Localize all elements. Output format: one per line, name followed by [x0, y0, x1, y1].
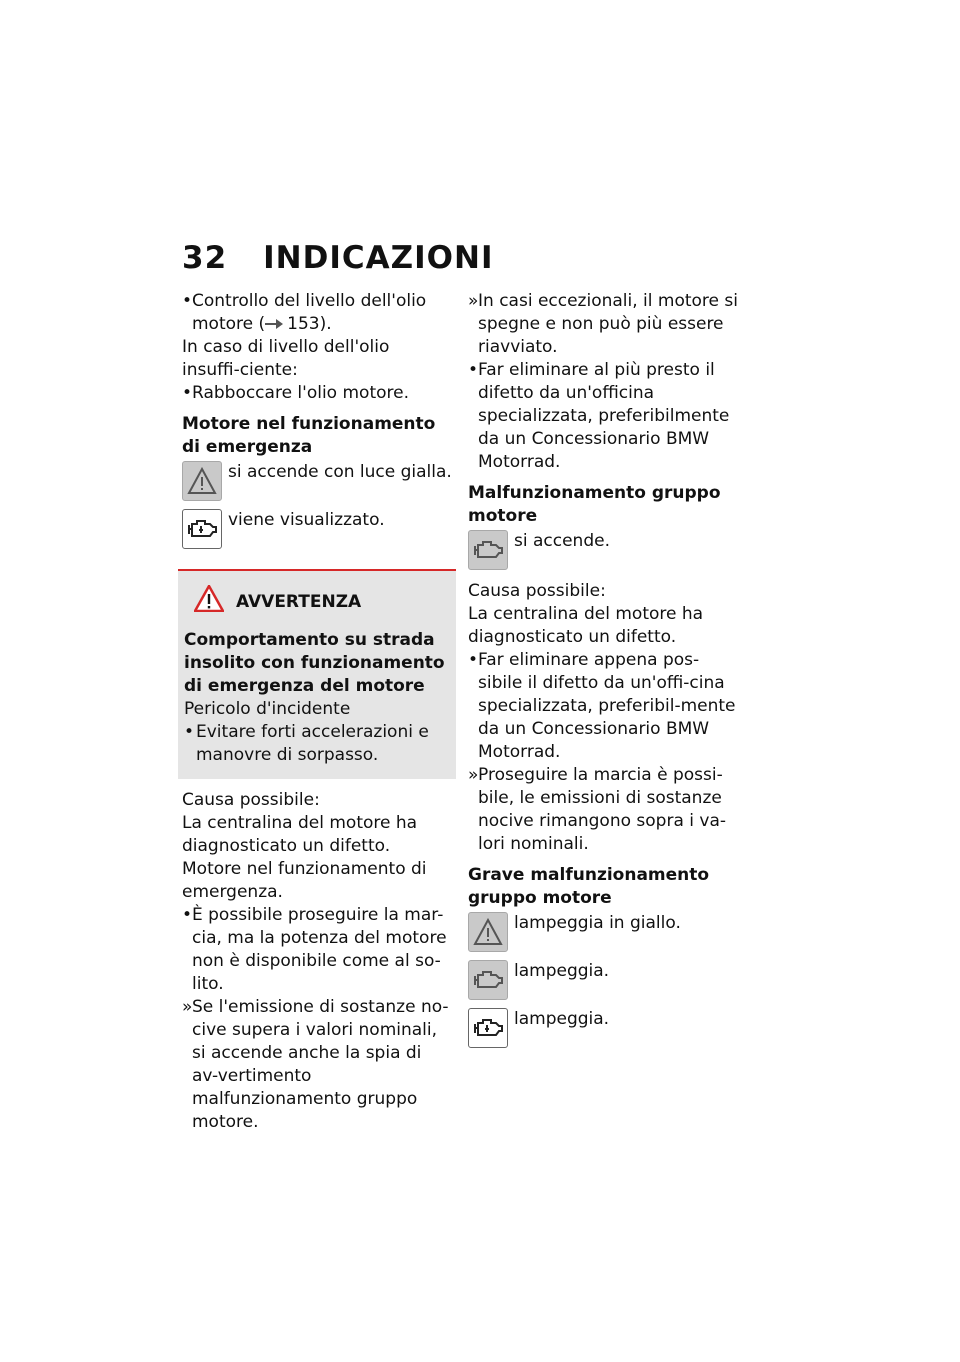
left-column [182, 290, 452, 1134]
engine-icon [468, 1008, 508, 1048]
indicator-row: si accende. [468, 530, 738, 576]
bullet-item: • È possibile proseguire la mar-cia, ma la potenza del motore non è disponibile come al so-lito. [182, 905, 447, 994]
warning-box [178, 569, 456, 779]
cause-label: Causa possibile: [468, 581, 606, 601]
warning-heading: Comportamento su strada insolito con funzionamento di emergenza del motore [184, 630, 445, 696]
result-item: » Proseguire la marcia è possi-bile, le emissioni di sostanze nocive rimangono sopra i va-lori nominali. [468, 765, 727, 854]
bullet-item: • Evitare forti accelerazioni e manovre di sorpasso. [184, 722, 429, 765]
engine-icon [468, 530, 508, 570]
warning-header [184, 585, 448, 619]
section-heading: Malfunzionamento gruppo motore [468, 483, 721, 526]
warning-subtext: Pericolo d'incidente [184, 699, 351, 719]
engine-icon [468, 960, 508, 1000]
cause-text: La centralina del motore ha diagnosticato un difetto. [468, 604, 704, 647]
cause-text: La centralina del motore ha diagnosticato un difetto. Motore nel funzionamento di emergenza. [182, 813, 427, 902]
indicator-row: lampeggia. [468, 1008, 738, 1054]
page-header [182, 240, 493, 276]
indicator-row: viene visualizzato. [182, 509, 452, 555]
page-title: INDICAZIONI [263, 240, 494, 276]
indicator-row: lampeggia. [468, 960, 738, 1006]
bullet-item: • Far eliminare appena pos-sibile il difetto da un'offi-cina specializzata, preferibil-mente da un Concessionario BMW Motorrad. [468, 650, 736, 762]
result-item: » Se l'emissione di sostanze no-cive supera i valori nominali, si accende anche la spia di av-vertimento malfunzionamento gruppo motore. [182, 997, 449, 1132]
bullet-item: • Controllo del livello dell'olio motore ( 153). [182, 291, 427, 334]
body-text: In caso di livello dell'olio insuffi-ciente: [182, 337, 390, 380]
indicator-row: lampeggia in giallo. [468, 912, 738, 958]
result-item: » In casi eccezionali, il motore si spegne e non può più essere riavviato. [468, 291, 738, 357]
warning-triangle-icon [468, 912, 508, 952]
warning-triangle-icon [194, 585, 224, 619]
bullet-item: • Rabboccare l'olio motore. [182, 383, 409, 403]
bullet-item: • Far eliminare al più presto il difetto da un'officina specializzata, preferibilmente da un Concessionario BMW Motorrad. [468, 360, 730, 472]
section-heading: Motore nel funzionamento di emergenza [182, 414, 436, 457]
right-column [468, 290, 738, 1054]
engine-icon [182, 509, 222, 549]
cause-label: Causa possibile: [182, 790, 320, 810]
warning-title: AVVERTENZA [236, 591, 362, 612]
section-heading: Grave malfunzionamento gruppo motore [468, 865, 710, 908]
warning-triangle-icon [182, 461, 222, 501]
page-number: 32 [182, 240, 228, 276]
indicator-row: si accende con luce gialla. [182, 461, 452, 507]
arrow-right-icon [265, 313, 287, 336]
